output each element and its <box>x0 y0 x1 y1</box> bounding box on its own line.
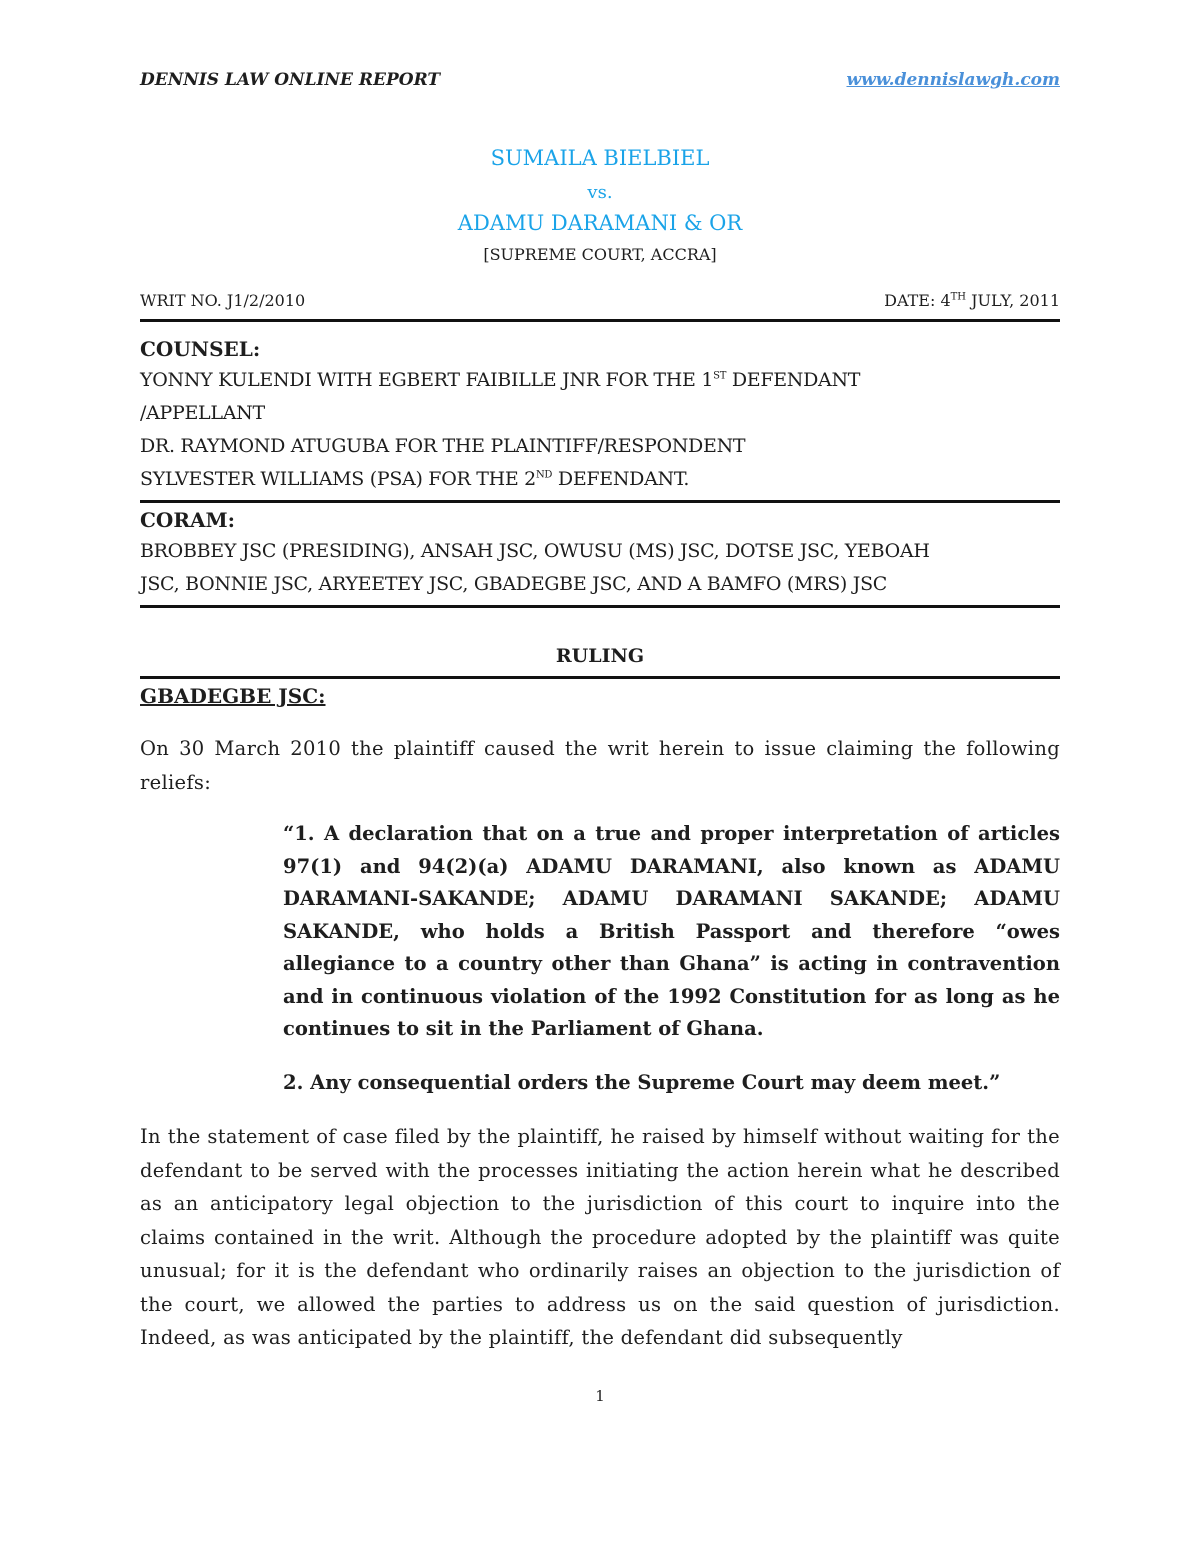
body-paragraph: In the statement of case filed by the plaintiff, he raised by himself without waiting for the defendant to be served with the processes initiating the action herein what he described as an anticipatory legal objection to the jurisdiction of this court to inquire into the claims contained in the writ. Although the procedure adopted by the plaintiff was quite unusual; for it is the defendant who ordinarily raises an objection to the jurisdiction of the court, we allowed the parties to address us on the said question of jurisdiction. Indeed, as was anticipated by the plaintiff, the defendant did subsequently <box>140 1125 1060 1349</box>
ruling-title: RULING <box>555 645 645 667</box>
running-header <box>140 70 1060 96</box>
coram-line: BROBBEY JSC (PRESIDING), ANSAH JSC, OWUSU (MS) JSC, DOTSE JSC, YEBOAH <box>140 540 930 562</box>
divider <box>140 676 1060 679</box>
divider <box>140 500 1060 503</box>
counsel-line: DR. RAYMOND ATUGUBA FOR THE PLAINTIFF/RESPONDENT <box>140 435 746 457</box>
document-page <box>140 0 1060 1553</box>
relief-two: 2. Any consequential orders the Supreme Court may deem meet.” <box>283 1071 1001 1094</box>
divider <box>140 605 1060 608</box>
party-defendant: ADAMU DARAMANI & OR <box>457 211 743 235</box>
website-link[interactable]: www.dennislawgh.com <box>846 70 1060 90</box>
counsel-line: /APPELLANT <box>140 402 265 424</box>
divider <box>140 319 1060 322</box>
counsel-line: SYLVESTER WILLIAMS (PSA) FOR THE 2ND DEFENDANT. <box>140 468 690 490</box>
versus-label: vs. <box>587 182 613 203</box>
case-meta <box>140 291 1060 315</box>
counsel-heading: COUNSEL: <box>140 337 261 361</box>
writ-number: WRIT NO. J1/2/2010 <box>140 291 306 310</box>
counsel-line: YONNY KULENDI WITH EGBERT FAIBILLE JNR FOR THE 1ST DEFENDANT <box>140 369 861 391</box>
decision-date: DATE: 4TH JULY, 2011 <box>884 291 1060 310</box>
coram-heading: CORAM: <box>140 508 235 532</box>
court-name: [SUPREME COURT, ACCRA] <box>483 245 717 264</box>
page-number: 1 <box>595 1387 605 1405</box>
intro-paragraph: On 30 March 2010 the plaintiff caused the writ herein to issue claiming the following reliefs: <box>140 737 1060 794</box>
report-name: DENNIS LAW ONLINE REPORT <box>140 70 441 90</box>
party-plaintiff: SUMAILA BIELBIEL <box>490 146 710 170</box>
relief-one: “1. A declaration that on a true and proper interpretation of articles 97(1) and 94(2)(a) ADAMU DARAMANI, also known as ADAMU DARAMANI-SAKANDE; ADAMU DARAMANI SAKANDE; ADAMU SAKANDE, who holds a British Passport and therefore “owes allegiance to a country other than Ghana” is acting in contravention and in continuous violation of the 1992 Constitution for as long as he continues to sit in the Parliament of Ghana. <box>283 822 1060 1040</box>
coram-line: JSC, BONNIE JSC, ARYEETEY JSC, GBADEGBE JSC, AND A BAMFO (MRS) JSC <box>140 573 888 595</box>
judge-name: GBADEGBE JSC: <box>140 684 326 708</box>
